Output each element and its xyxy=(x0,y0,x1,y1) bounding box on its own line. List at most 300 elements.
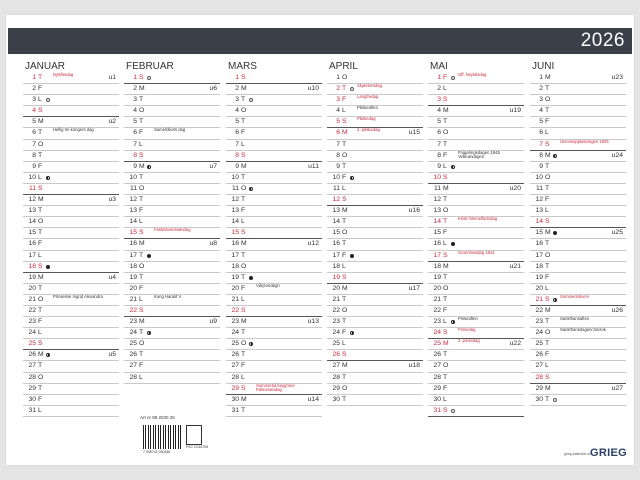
first-quarter-moon-icon xyxy=(249,342,253,346)
weekday-letter: S xyxy=(443,96,448,104)
day-row xyxy=(23,140,119,151)
day-number: 9 xyxy=(539,162,543,170)
day-row xyxy=(327,217,423,228)
day-row xyxy=(327,184,423,195)
day-number: 29 xyxy=(231,384,239,392)
day-note: Vårjevndøgn xyxy=(256,282,280,288)
week-number: u15 xyxy=(408,129,420,137)
day-number: 8 xyxy=(437,151,441,159)
day-row xyxy=(530,395,626,406)
day-number: 6 xyxy=(32,129,36,137)
day-row xyxy=(530,84,626,95)
weekday-letter: M xyxy=(241,240,247,248)
weekday-letter: S xyxy=(545,218,550,226)
day-number: 2 xyxy=(32,85,36,93)
day-number: 18 xyxy=(433,262,441,270)
weekday-letter: M xyxy=(241,162,247,170)
day-number: 15 xyxy=(535,229,543,237)
month-column xyxy=(327,61,423,406)
weekday-letter: S xyxy=(241,306,246,314)
weekday-letter: T xyxy=(342,85,347,93)
day-row xyxy=(226,84,322,95)
weekday-letter: T xyxy=(139,251,144,259)
day-row xyxy=(428,106,524,117)
weekday-letter: F xyxy=(342,96,347,104)
new-moon-icon xyxy=(46,265,50,269)
day-number: 9 xyxy=(133,162,137,170)
weekday-letter: L xyxy=(38,329,42,337)
weekday-letter: F xyxy=(38,395,43,403)
day-number: 23 xyxy=(231,318,239,326)
day-number: 7 xyxy=(336,140,340,148)
day-number: 6 xyxy=(235,129,239,137)
week-number: u21 xyxy=(509,262,521,270)
day-row xyxy=(327,339,423,350)
weekday-letter: T xyxy=(443,118,448,126)
weekday-letter: T xyxy=(443,218,448,226)
day-row xyxy=(530,106,626,117)
day-number: 15 xyxy=(433,229,441,237)
day-row xyxy=(226,361,322,372)
day-number: 4 xyxy=(437,107,441,115)
weekday-letter: T xyxy=(38,229,43,237)
day-number: 29 xyxy=(332,384,340,392)
day-number: 21 xyxy=(535,295,543,303)
day-number: 15 xyxy=(231,229,239,237)
day-number: 27 xyxy=(129,362,137,370)
weekday-letter: T xyxy=(241,196,246,204)
weekday-letter: T xyxy=(241,273,246,281)
day-row xyxy=(530,239,626,250)
brand-logo: GRIEG xyxy=(590,447,627,459)
day-note: Sankthansaften xyxy=(560,316,590,322)
weekday-letter: S xyxy=(38,107,43,115)
day-number: 11 xyxy=(28,184,36,192)
day-row xyxy=(23,384,119,395)
weekday-letter: F xyxy=(241,362,246,370)
day-number: 19 xyxy=(433,273,441,281)
day-number: 7 xyxy=(133,140,137,148)
day-number: 27 xyxy=(535,362,543,370)
day-row xyxy=(226,328,322,339)
day-number: 28 xyxy=(129,373,137,381)
day-row xyxy=(124,195,220,206)
day-number: 10 xyxy=(535,173,543,181)
day-row xyxy=(428,195,524,206)
day-row xyxy=(530,262,626,273)
day-row xyxy=(23,73,119,84)
weekday-letter: L xyxy=(241,218,245,226)
week-number: u18 xyxy=(408,362,420,370)
day-number: 19 xyxy=(129,273,137,281)
day-row xyxy=(124,206,220,217)
week-number: u23 xyxy=(611,74,623,81)
day-number: 5 xyxy=(235,118,239,126)
month-column xyxy=(124,61,220,384)
weekday-letter: O xyxy=(342,151,348,159)
day-row xyxy=(530,384,626,395)
day-number: 10 xyxy=(433,173,441,181)
fsc-logo-icon xyxy=(186,425,202,445)
week-number: u24 xyxy=(611,151,623,159)
day-note: Nyttårsdag xyxy=(53,72,74,77)
day-number: 2 xyxy=(235,85,239,93)
day-number: 16 xyxy=(535,240,543,248)
weekday-letter: F xyxy=(443,74,448,81)
article-number: Art nr 99 2030 26 xyxy=(140,415,175,420)
weekday-letter: O xyxy=(342,384,348,392)
day-row xyxy=(428,217,524,228)
new-moon-icon xyxy=(249,276,253,280)
day-number: 14 xyxy=(28,218,36,226)
full-moon-icon xyxy=(553,398,557,402)
day-number: 6 xyxy=(539,129,543,137)
week-number: u22 xyxy=(509,340,521,348)
weekday-letter: L xyxy=(139,218,143,226)
day-number: 14 xyxy=(332,218,340,226)
day-number: 23 xyxy=(28,318,36,326)
day-row xyxy=(226,384,322,395)
day-number: 8 xyxy=(235,151,239,159)
weekday-letter: T xyxy=(545,85,550,93)
weekday-letter: S xyxy=(443,406,448,414)
weekday-letter: S xyxy=(139,151,144,159)
weekday-letter: T xyxy=(38,151,43,159)
weekday-letter: T xyxy=(443,295,448,303)
day-note: Unionsoppløsningen 1905 xyxy=(560,138,609,144)
day-number: 25 xyxy=(535,340,543,348)
day-row xyxy=(23,339,119,350)
day-row xyxy=(327,350,423,361)
day-row xyxy=(23,295,119,306)
weekday-letter: O xyxy=(342,74,348,81)
day-row xyxy=(226,195,322,206)
weekday-letter: T xyxy=(139,96,144,104)
day-number: 9 xyxy=(32,162,36,170)
day-number: 16 xyxy=(332,240,340,248)
day-row xyxy=(530,162,626,173)
day-row xyxy=(124,239,220,250)
weekday-letter: M xyxy=(545,306,551,314)
weekday-letter: M xyxy=(443,340,449,348)
day-row xyxy=(124,306,220,317)
day-note: Frigjøringsdagen 1945 Veterandagen xyxy=(458,149,500,160)
day-number: 13 xyxy=(332,207,340,215)
day-row xyxy=(428,284,524,295)
weekday-letter: O xyxy=(545,329,551,337)
weekday-letter: T xyxy=(139,118,144,126)
day-row xyxy=(327,206,423,217)
day-row xyxy=(530,140,626,151)
weekday-letter: O xyxy=(38,373,44,381)
weekday-letter: F xyxy=(38,318,43,326)
day-number: 14 xyxy=(129,218,137,226)
day-number: 5 xyxy=(437,118,441,126)
day-number: 1 xyxy=(133,74,137,81)
day-row xyxy=(428,295,524,306)
day-row xyxy=(530,295,626,306)
day-row xyxy=(530,350,626,361)
weekday-letter: O xyxy=(241,262,247,270)
day-row xyxy=(124,106,220,117)
day-row xyxy=(226,373,322,384)
weekday-letter: M xyxy=(139,162,145,170)
week-number: u4 xyxy=(108,273,116,281)
day-row xyxy=(226,217,322,228)
new-moon-icon xyxy=(147,254,151,258)
day-number: 7 xyxy=(235,140,239,148)
day-row xyxy=(428,339,524,350)
day-number: 14 xyxy=(231,218,239,226)
day-note: Påskeaften xyxy=(357,105,378,111)
day-number: 28 xyxy=(433,373,441,381)
day-number: 28 xyxy=(231,373,239,381)
weekday-letter: O xyxy=(139,262,145,270)
full-moon-icon xyxy=(451,76,455,80)
day-row xyxy=(23,406,119,417)
day-row xyxy=(530,195,626,206)
day-row xyxy=(226,317,322,328)
day-number: 1 xyxy=(539,74,543,81)
day-number: 23 xyxy=(332,318,340,326)
day-row xyxy=(23,273,119,284)
day-number: 13 xyxy=(129,207,137,215)
day-number: 3 xyxy=(437,96,441,104)
day-number: 20 xyxy=(332,284,340,292)
day-row xyxy=(226,73,322,84)
weekday-letter: T xyxy=(545,184,550,192)
day-number: 25 xyxy=(129,340,137,348)
weekday-letter: O xyxy=(38,218,44,226)
month-name: MAI xyxy=(430,61,448,72)
day-number: 21 xyxy=(129,295,137,303)
weekday-letter: T xyxy=(241,406,246,414)
weekday-letter: T xyxy=(38,284,43,292)
day-number: 28 xyxy=(28,373,36,381)
day-number: 8 xyxy=(539,151,543,159)
day-note: Fastelavenssøndag xyxy=(154,227,191,233)
weekday-letter: S xyxy=(342,351,347,359)
day-row xyxy=(327,317,423,328)
weekday-letter: L xyxy=(139,140,143,148)
day-number: 27 xyxy=(231,362,239,370)
day-number: 1 xyxy=(336,74,340,81)
day-number: 12 xyxy=(231,196,239,204)
weekday-letter: F xyxy=(545,196,550,204)
day-note: Kong Harald V xyxy=(154,293,182,299)
day-number: 5 xyxy=(133,118,137,126)
day-row xyxy=(327,228,423,239)
weekday-letter: S xyxy=(241,384,246,392)
day-number: 24 xyxy=(231,329,239,337)
day-note: Pinsedag xyxy=(458,327,476,333)
day-number: 19 xyxy=(332,273,340,281)
day-number: 19 xyxy=(28,273,36,281)
day-number: 25 xyxy=(332,340,340,348)
day-row xyxy=(23,228,119,239)
weekday-letter: L xyxy=(443,318,447,326)
weekday-letter: O xyxy=(342,306,348,314)
day-number: 4 xyxy=(539,107,543,115)
day-number: 3 xyxy=(235,96,239,104)
weekday-letter: M xyxy=(241,85,247,93)
day-note: Sankthansdagen/Jonsok xyxy=(560,327,606,333)
weekday-letter: O xyxy=(545,173,551,181)
weekday-letter: L xyxy=(545,129,549,137)
day-row xyxy=(327,273,423,284)
day-row xyxy=(327,395,423,406)
weekday-letter: T xyxy=(38,207,43,215)
week-number: u12 xyxy=(307,240,319,248)
day-row xyxy=(226,239,322,250)
weekday-letter: L xyxy=(342,107,346,115)
day-row xyxy=(23,361,119,372)
week-number: u1 xyxy=(108,74,116,81)
day-row xyxy=(23,173,119,184)
weekday-letter: L xyxy=(139,373,143,381)
weekday-letter: T xyxy=(342,373,347,381)
day-row xyxy=(327,128,423,139)
day-number: 24 xyxy=(28,329,36,337)
day-row xyxy=(530,73,626,84)
weekday-letter: L xyxy=(241,295,245,303)
day-row xyxy=(226,106,322,117)
week-number: u9 xyxy=(209,318,217,326)
day-row xyxy=(124,361,220,372)
first-quarter-moon-icon xyxy=(553,298,557,302)
day-row xyxy=(226,184,322,195)
day-row xyxy=(530,228,626,239)
day-number: 3 xyxy=(32,96,36,104)
weekday-letter: L xyxy=(342,262,346,270)
day-number: 12 xyxy=(129,196,137,204)
day-row xyxy=(124,317,220,328)
day-note: Sommertid begynner Palmesøndag xyxy=(256,382,295,393)
weekday-letter: L xyxy=(342,340,346,348)
weekday-letter: L xyxy=(38,173,42,181)
day-row xyxy=(23,262,119,273)
weekday-letter: M xyxy=(342,129,348,137)
day-row xyxy=(428,140,524,151)
weekday-letter: F xyxy=(443,229,448,237)
day-row xyxy=(530,217,626,228)
day-row xyxy=(124,73,220,84)
day-row xyxy=(530,251,626,262)
day-number: 27 xyxy=(332,362,340,370)
day-row xyxy=(124,295,220,306)
weekday-letter: T xyxy=(443,196,448,204)
day-note: Langfredag xyxy=(357,94,379,100)
day-row xyxy=(226,406,322,417)
day-number: 26 xyxy=(433,351,441,359)
day-number: 25 xyxy=(28,340,36,348)
day-row xyxy=(124,251,220,262)
weekday-letter: F xyxy=(139,284,144,292)
weekday-letter: S xyxy=(443,173,448,181)
day-row xyxy=(23,162,119,173)
weekday-letter: L xyxy=(38,251,42,259)
day-row xyxy=(226,128,322,139)
day-number: 5 xyxy=(539,118,543,126)
day-number: 17 xyxy=(332,251,340,259)
day-number: 14 xyxy=(433,218,441,226)
first-quarter-moon-icon xyxy=(350,331,354,335)
week-number: u25 xyxy=(611,229,623,237)
day-number: 8 xyxy=(133,151,137,159)
day-row xyxy=(124,273,220,284)
day-number: 9 xyxy=(437,162,441,170)
barcode xyxy=(143,425,181,449)
day-number: 26 xyxy=(129,351,137,359)
day-number: 12 xyxy=(535,196,543,204)
day-number: 23 xyxy=(129,318,137,326)
week-number: u13 xyxy=(307,318,319,326)
day-number: 21 xyxy=(332,295,340,303)
day-row xyxy=(327,284,423,295)
day-number: 31 xyxy=(28,406,36,414)
day-number: 24 xyxy=(535,329,543,337)
weekday-letter: M xyxy=(139,318,145,326)
weekday-letter: T xyxy=(241,118,246,126)
day-row xyxy=(226,262,322,273)
weekday-letter: T xyxy=(545,262,550,270)
month-column xyxy=(23,61,119,417)
weekday-letter: L xyxy=(443,395,447,403)
day-row xyxy=(226,228,322,239)
day-number: 30 xyxy=(535,395,543,403)
day-row xyxy=(23,395,119,406)
day-number: 26 xyxy=(332,351,340,359)
day-row xyxy=(124,184,220,195)
weekday-letter: T xyxy=(241,96,246,104)
week-number: u16 xyxy=(408,207,420,215)
weekday-letter: F xyxy=(443,306,448,314)
weekday-letter: T xyxy=(342,295,347,303)
day-number: 15 xyxy=(129,229,137,237)
weekday-letter: O xyxy=(139,184,145,192)
weekday-letter: S xyxy=(545,295,550,303)
day-row xyxy=(428,251,524,262)
full-moon-icon xyxy=(147,76,151,80)
month-column xyxy=(530,61,626,406)
day-number: 9 xyxy=(336,162,340,170)
day-number: 1 xyxy=(437,74,441,81)
weekday-letter: F xyxy=(139,129,144,137)
day-number: 28 xyxy=(332,373,340,381)
weekday-letter: M xyxy=(342,207,348,215)
day-number: 20 xyxy=(231,284,239,292)
day-row xyxy=(428,239,524,250)
day-row xyxy=(226,350,322,361)
weekday-letter: S xyxy=(139,74,144,81)
month-name: MARS xyxy=(228,61,257,72)
weekday-letter: T xyxy=(342,395,347,403)
day-row xyxy=(124,373,220,384)
day-number: 29 xyxy=(28,384,36,392)
day-row xyxy=(428,84,524,95)
day-row xyxy=(530,206,626,217)
weekday-letter: M xyxy=(545,151,551,159)
day-number: 26 xyxy=(28,351,36,359)
footer-url: grieg-kalender.no xyxy=(563,452,591,456)
weekday-letter: M xyxy=(545,74,551,81)
day-number: 1 xyxy=(32,74,36,81)
day-row xyxy=(530,328,626,339)
first-quarter-moon-icon xyxy=(147,331,151,335)
day-row xyxy=(23,151,119,162)
day-row xyxy=(428,162,524,173)
weekday-letter: O xyxy=(443,362,449,370)
